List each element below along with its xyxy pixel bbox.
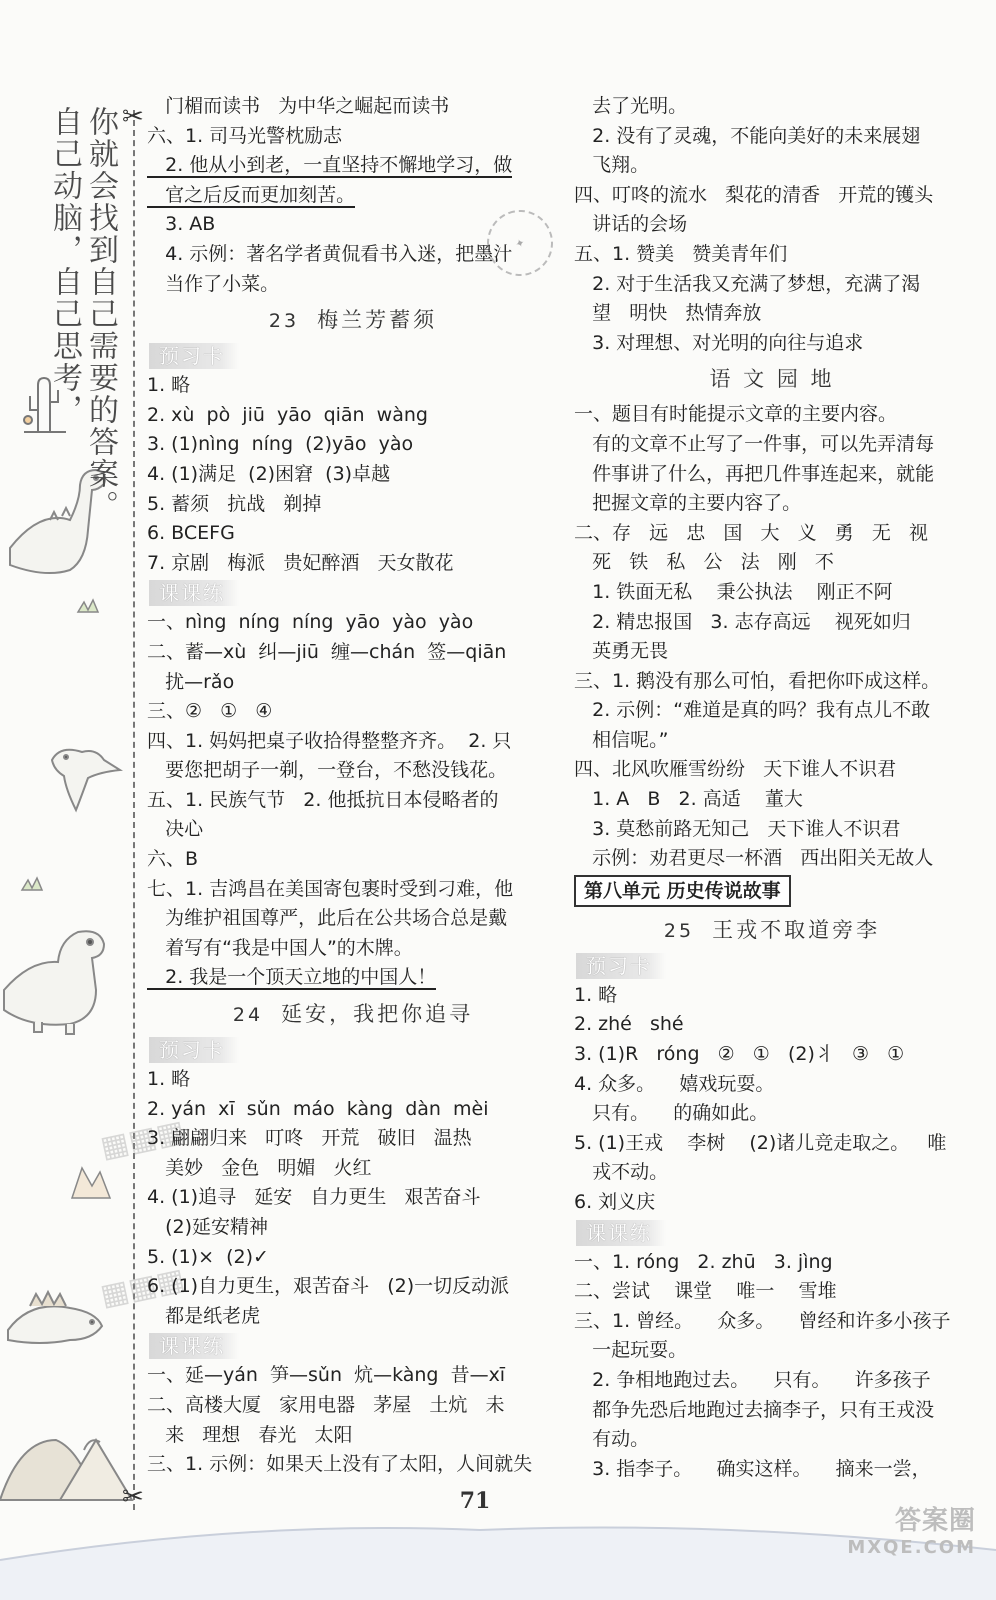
answer-text: 1. 略 [147,1068,191,1091]
answer-line [574,1396,970,1426]
section-badge-row [147,1331,559,1361]
answer-line [147,371,559,401]
answer-text: 3. (1)nìng níng (2)yāo yào [147,433,414,456]
answer-text: 戎不动。 [574,1161,669,1184]
answer-line [147,1154,559,1184]
answer-line [147,549,559,579]
answer-text: 3. 指李子。 确实这样。 摘来一尝， [574,1457,931,1480]
answer-text: 死 铁 私 公 法 刚 不 [574,551,834,574]
answer-line [147,1302,559,1332]
answer-line [147,401,559,431]
answer-text: 4. (1)追寻 延安 自力更生 艰苦奋斗 [147,1186,481,1209]
answer-line [147,210,559,240]
lesson-title: 王戎不取道旁李 [712,917,881,942]
answer-text: 2. 精忠报国 3. 志存高远 视死如归 [574,610,911,633]
slogan-line-2: 自己动脑，自己思考， [47,106,82,426]
grass-icon [78,600,98,612]
answer-text: 1. A B 2. 高适 董大 [574,788,803,811]
answer-line [147,638,559,668]
answer-line [147,1213,559,1243]
answer-text: 三、1. 鹅没有那么可怕，看把你吓成这样。 [574,669,941,692]
answer-line [147,92,559,122]
answer-line [147,1272,559,1302]
answer-line [574,1040,970,1070]
answer-line [147,1124,559,1154]
answer-text: 3. 对理想、对光明的向往与追求 [574,331,864,354]
answer-text: 4. (1)满足 (2)困窘 (3)卓越 [147,462,391,485]
answer-column-left [147,92,559,1480]
answer-text: 有的文章不止写了一件事，可以先弄清每 [574,432,935,455]
section-badge: 预习卡 [576,953,666,979]
answer-line [147,490,559,520]
answer-text: 二、高楼大厦 家用电器 茅屋 土炕 未 [147,1393,505,1416]
answer-line [574,329,970,359]
section-badge: 预习卡 [149,1037,239,1063]
answer-line [574,270,970,300]
answer-line [574,1158,970,1188]
answer-line [147,697,559,727]
answer-line [574,815,970,845]
answer-text: 来 理想 春光 太阳 [147,1423,353,1446]
answer-text: 4. 众多。 嬉戏玩耍。 [574,1072,775,1095]
answer-line [574,696,970,726]
answer-text: 一、题目有时能提示文章的主要内容。 [574,403,898,426]
answer-text: 四、北风吹雁雪纷纷 天下谁人不识君 [574,758,897,781]
stamp-icon: ✦ [478,201,563,286]
answer-text: 5. (1)× (2)✓ [147,1245,269,1268]
answer-line [574,608,970,638]
answer-line [574,1248,970,1278]
answer-text: 二、尝试 课堂 唯一 雪堆 [574,1280,837,1303]
answer-text: 为维护祖国尊严，此后在公共场合总是戴 [147,907,508,930]
scissors-icon: ✂ [122,102,144,132]
answer-text: 五、1. 民族气节 2. 他抵抗日本侵略者的 [147,788,499,811]
answer-line [574,460,970,490]
answer-text: 4. 示例：著名学者黄侃看书入迷，把墨汁 [147,242,513,265]
answer-text: 3. (1)R róng ② ① (2)丬 ③ ① [574,1043,905,1066]
section-badge: 课课练 [149,1333,239,1359]
answer-text: 六、B [147,848,199,871]
answer-text: 相信呢。” [574,728,669,751]
answer-line [574,1336,970,1366]
answer-text: 飞翔。 [574,154,650,177]
answer-text: 1. 略 [574,983,618,1006]
answer-line [574,1307,970,1337]
answer-line [574,240,970,270]
answer-line [147,1421,559,1451]
answer-text: 有动。 [574,1428,650,1451]
section-badge-row [574,951,970,981]
answer-text: 六、1. 司马光警枕励志 [147,124,343,147]
answer-text: 一起玩耍。 [574,1339,688,1362]
answer-text: 6. BCEFG [147,522,235,545]
answer-line [574,755,970,785]
answer-text: 二、存 远 忠 国 大 义 勇 无 视 [574,521,928,544]
answer-text: 5. 蓄须 抗战 剃掉 [147,492,322,515]
answer-line [147,875,559,905]
answer-line [147,845,559,875]
answer-text: 四、叮咚的流水 梨花的清香 开荒的镬头 [574,183,934,206]
answer-line [147,963,559,993]
answer-line [574,1425,970,1455]
answer-line [147,727,559,757]
lesson-title: 梅兰芳蓄须 [317,308,438,333]
answer-text: 要您把胡子一剃，一登台，不愁没钱花。 [147,759,508,782]
lesson-heading [147,299,559,341]
answer-text: 6. (1)自力更生，艰苦奋斗 (2)一切反动派 [147,1275,510,1298]
answer-text: 去了光明。 [574,95,688,117]
answer-line [147,122,559,152]
unit-title: 第八单元 历史传说故事 [574,875,791,907]
answer-text: 1. 略 [147,374,191,397]
answer-line [574,122,970,152]
answer-line [147,904,559,934]
lesson-heading [574,358,970,400]
slogan-line-1: 你就会找到自己需要的答案。 [83,106,118,522]
answer-line [574,667,970,697]
underlined-answer: 官之后反而更加刻苦。 [147,183,356,206]
answer-line [147,1243,559,1273]
answer-text: 6. 刘义庆 [574,1191,656,1213]
section-badge: 课课练 [149,580,239,606]
answer-line [574,637,970,667]
answer-line [574,785,970,815]
answer-line [147,815,559,845]
answer-text: 2. xù pò jiū yāo qiān wàng [147,403,428,426]
answer-text: 把握文章的主要内容了。 [574,492,802,515]
answer-text: 美妙 金色 明媚 火红 [147,1156,372,1179]
grass-icon [22,878,42,890]
answer-text: 扰—rǎo [147,670,235,693]
answer-text: 2. 争相地跑过去。 只有。 许多孩子 [574,1368,931,1391]
answer-line [147,668,559,698]
answer-line [574,1277,970,1307]
answer-line [574,1070,970,1100]
lesson-heading [147,993,559,1035]
answer-text: 一、1. róng 2. zhū 3. jìng [574,1250,833,1273]
answer-line [147,270,559,300]
answer-line [574,1129,970,1159]
answer-text: 当作了小菜。 [147,272,280,295]
watermark-mark: ▦▦▦ [97,1261,188,1314]
answer-line [147,240,559,270]
answer-text: 只有。 的确如此。 [574,1102,769,1125]
lesson-number: 25 [663,919,695,942]
answer-line [574,299,970,329]
answer-text: 2. yán xī sǔn máo kàng dàn mèi [147,1097,489,1120]
watermark-logo: 答案圈 [894,1506,976,1536]
answer-text: 7. 京剧 梅派 贵妃醉酒 天女散花 [147,551,454,574]
lesson-title: 语 文 园 地 [709,367,835,392]
section-badge-row [147,341,559,371]
answer-text: 1. 铁面无私 秉公执法 刚正不阿 [574,580,893,603]
unit-title-row [574,874,970,909]
answer-text: 四、1. 妈妈把桌子收拾得整整齐齐。 2. 只 [147,729,512,752]
answer-line [147,1391,559,1421]
answer-text: 门楣而读书 为中华之崛起而读书 [147,95,450,117]
lesson-number: 23 [268,310,300,333]
answer-text: 英勇无畏 [574,640,669,663]
section-badge: 预习卡 [149,343,239,369]
watermark-mark: ▦▦▦ [97,1113,188,1166]
answer-text: 3. 莫愁前路无知己 天下谁人不识君 [574,817,901,840]
underlined-answer: 2. 他从小到老，一直坚持不懈地学习，做 [147,154,513,177]
dinosaur-icon [4,931,104,1034]
answer-text: (2)延安精神 [147,1216,269,1238]
answer-text: 2. 对于生活我又充满了梦想，充满了渴 [574,272,921,295]
watermark [847,1500,976,1558]
answer-line [574,1188,970,1218]
answer-line [147,1183,559,1213]
answer-line [574,151,970,181]
answer-line [574,519,970,549]
answer-line [574,1099,970,1129]
answer-line [574,726,970,756]
answer-text: 都是纸老虎 [147,1304,261,1327]
answer-text: 二、蓄—xù 纠—jiū 缠—chán 签—qiān [147,640,507,663]
lesson-heading [574,909,970,951]
answer-line [574,548,970,578]
answer-line [147,460,559,490]
answer-line [574,400,970,430]
scissors-icon: ✂ [122,1482,144,1512]
answer-line [574,181,970,211]
answer-text: 五、1. 赞美 赞美青年们 [574,242,788,265]
answer-line [147,1361,559,1391]
answer-text: 示例：劝君更尽一杯酒 西出阳关无故人 [574,847,934,870]
lesson-number: 24 [232,1004,264,1027]
answer-text: 三、1. 示例：如果天上没有了太阳，人间就失 [147,1453,533,1476]
rock-icon [72,1168,110,1198]
answer-text: 七、1. 吉鸿昌在美国寄包裹时受到刁难，他 [147,877,514,900]
answer-text: 一、nìng níng níng yāo yào yào [147,611,474,634]
answer-text: 着写有“我是中国人”的木牌。 [147,936,413,959]
answer-text: 三、② ① ④ [147,700,273,723]
section-badge-row [574,1218,970,1248]
answer-text: 决心 [147,818,204,841]
answer-line [147,1065,559,1095]
page-number: 71 [459,1488,491,1514]
answer-text: 一、延—yán 笋—sǔn 炕—kàng 昔—xī [147,1364,506,1387]
answer-line [147,934,559,964]
answer-line [147,430,559,460]
answer-text: 件事讲了什么，再把几件事连起来，就能 [574,462,935,485]
answer-line [574,981,970,1011]
lesson-title: 延安，我把你追寻 [281,1002,474,1027]
answer-line [147,1450,559,1480]
answer-line [574,489,970,519]
answer-line [574,844,970,874]
answer-line [574,92,970,122]
answer-line [574,210,970,240]
section-badge-row [147,578,559,608]
answer-line [147,608,559,638]
underlined-answer: 2. 我是一个顶天立地的中国人！ [147,966,437,989]
answer-line [147,1095,559,1125]
answer-line [574,1455,970,1485]
answer-text: 三、1. 曾经。 众多。 曾经和许多小孩子 [574,1309,951,1332]
answer-line [574,1010,970,1040]
answer-line [147,519,559,549]
section-badge: 课课练 [576,1220,666,1246]
answer-line [147,786,559,816]
answer-text: 望 明快 热情奔放 [574,302,762,325]
answer-text: 3. AB [147,213,216,236]
pterodactyl-icon [52,750,120,810]
answer-text: 2. 示例：“难道是真的吗？我有点儿不敢 [574,699,931,722]
answer-line [147,151,559,181]
answer-column-right [574,92,970,1484]
answer-text: 都争先恐后地跑过去摘李子，只有王戎没 [574,1398,935,1421]
section-badge-row [147,1035,559,1065]
answer-text: 讲话的会场 [574,213,688,236]
answer-text: 5. (1)王戎 李树 (2)诸儿竞走取之。 唯 [574,1131,947,1154]
answer-text: 3. 翩翩归来 叮咚 开荒 破旧 温热 [147,1127,472,1150]
answer-line [147,181,559,211]
stegosaurus-icon [8,1292,102,1343]
answer-text: 2. zhé shé [574,1013,684,1036]
answer-line [574,578,970,608]
watermark-url: MXQE.COM [847,1537,976,1558]
answer-text: 2. 没有了灵魂，不能向美好的未来展翅 [574,124,921,147]
answer-line [147,756,559,786]
answer-line [574,1366,970,1396]
answer-line [574,430,970,460]
